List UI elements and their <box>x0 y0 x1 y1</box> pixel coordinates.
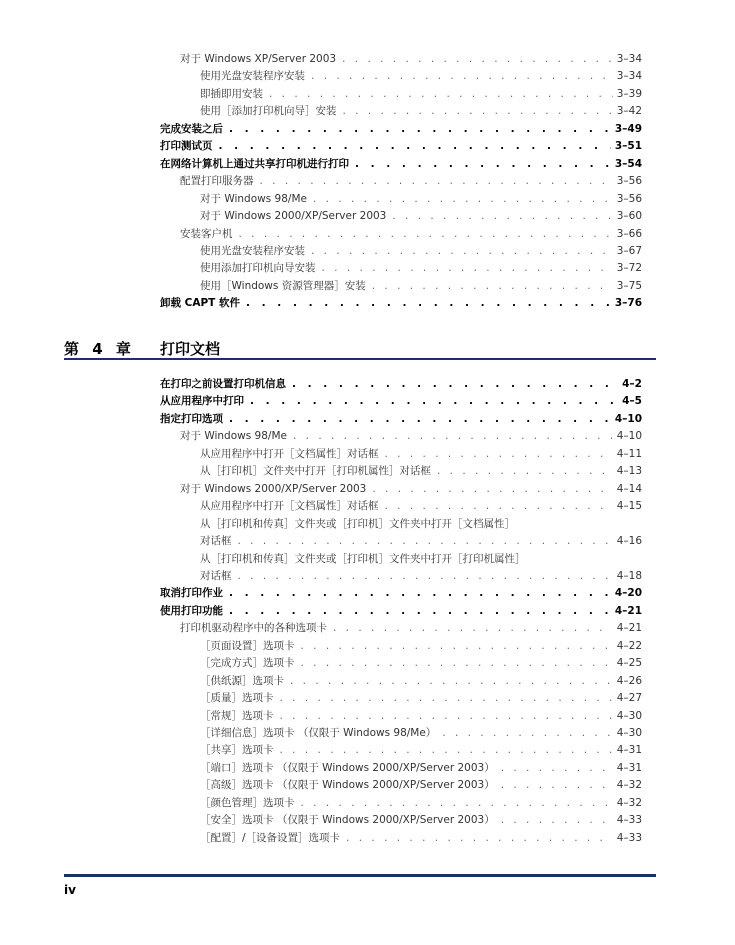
chapter-title: 打印文档 <box>160 340 221 358</box>
toc-entry[interactable] <box>200 742 642 757</box>
toc-entry-label: 从［打印机和传真］文件夹或［打印机］文件夹中打开［文档属性］ <box>200 517 515 530</box>
toc-entry[interactable] <box>200 568 642 583</box>
toc-entry-page: 4–18 <box>616 569 642 582</box>
toc-entry-page: 3–75 <box>616 279 642 292</box>
toc-entry-label: ［质量］选项卡 <box>200 692 274 705</box>
toc-leader-dots <box>437 465 613 477</box>
toc-entry-label: 使用打印功能 <box>160 604 223 617</box>
toc-leader-dots <box>292 378 618 390</box>
toc-entry[interactable] <box>200 86 642 101</box>
toc-leader-dots <box>311 245 613 257</box>
toc-entry-page: 4–21 <box>616 622 642 635</box>
toc-entry-page: 3–39 <box>616 87 642 100</box>
toc-entry[interactable] <box>200 498 642 513</box>
page-number: iv <box>64 883 76 897</box>
toc-entry-label: 使用光盘安装程序安装 <box>200 244 305 257</box>
toc-leader-dots <box>219 140 611 152</box>
toc-entry-label: ［安全］选项卡 （仅限于 Windows 2000/XP/Server 2003） <box>200 814 495 827</box>
toc-entry-page: 4–10 <box>614 412 642 425</box>
toc-entry[interactable] <box>160 585 642 600</box>
toc-entry[interactable] <box>160 121 642 136</box>
toc-leader-dots <box>501 779 613 791</box>
toc-leader-dots <box>343 105 613 117</box>
toc-entry-label: 取消打印作业 <box>160 587 223 600</box>
toc-leader-dots <box>250 395 618 407</box>
toc-leader-dots <box>229 413 611 425</box>
toc-entry[interactable] <box>160 411 642 426</box>
toc-entry-label: 对于 Windows 98/Me <box>200 192 307 205</box>
toc-leader-dots <box>301 640 613 652</box>
toc-leader-dots <box>290 675 613 687</box>
toc-entry[interactable] <box>160 376 642 391</box>
toc-entry-label: 使用［Windows 资源管理器］安装 <box>200 279 366 292</box>
toc-leader-dots <box>293 430 613 442</box>
toc-leader-dots <box>333 622 613 634</box>
toc-entry-page: 4–5 <box>622 395 642 408</box>
toc-entry[interactable] <box>200 760 642 775</box>
toc-entry-label: 对于 Windows 2000/XP/Server 2003 <box>180 482 367 495</box>
toc-entry[interactable] <box>200 68 642 83</box>
toc-leader-dots <box>269 88 613 100</box>
toc-entry-page: 4–33 <box>616 831 642 844</box>
toc-entry[interactable] <box>200 708 642 723</box>
toc-leader-dots <box>501 762 613 774</box>
toc-entry[interactable] <box>160 393 642 408</box>
toc-entry-label: ［完成方式］选项卡 <box>200 657 295 670</box>
toc-entry-label: ［配置］/［设备设置］选项卡 <box>200 831 341 844</box>
toc-entry-page: 4–31 <box>616 744 642 757</box>
toc-entry-page: 4–32 <box>616 779 642 792</box>
toc-entry[interactable] <box>200 690 642 705</box>
toc-entry-page: 4–20 <box>614 587 642 600</box>
toc-entry[interactable] <box>180 226 642 241</box>
toc-entry-page: 4–15 <box>616 500 642 513</box>
toc-entry[interactable] <box>160 156 642 171</box>
toc-entry-page: 4–13 <box>616 465 642 478</box>
chapter-number: 第 4 章 <box>64 340 131 358</box>
toc-leader-dots <box>385 500 613 512</box>
toc-entry-page: 3–34 <box>616 53 642 65</box>
toc-entry-label: ［端口］选项卡 （仅限于 Windows 2000/XP/Server 2003） <box>200 761 495 774</box>
toc-entry[interactable] <box>200 812 642 827</box>
toc-entry-label: ［共享］选项卡 <box>200 744 274 757</box>
toc-entry-page: 4–33 <box>616 814 642 827</box>
toc-entry-page: 3–76 <box>614 297 642 310</box>
toc-entry-page: 3–66 <box>616 227 642 240</box>
toc-entry-page: 4–14 <box>616 482 642 495</box>
toc-entry[interactable] <box>180 51 642 66</box>
toc-leader-dots <box>229 123 611 135</box>
toc-entry-page: 3–60 <box>616 210 642 223</box>
toc-leader-dots <box>392 210 612 222</box>
toc-entry-label: ［页面设置］选项卡 <box>200 639 295 652</box>
toc-entry[interactable] <box>180 173 642 188</box>
toc-entry-page: 3–67 <box>616 244 642 257</box>
toc-entry[interactable] <box>160 603 642 618</box>
toc-entry-label: 从应用程序中打开［文档属性］对话框 <box>200 447 379 460</box>
toc-leader-dots <box>246 297 611 309</box>
toc-leader-dots <box>301 657 613 669</box>
toc-entry[interactable] <box>160 138 642 153</box>
toc-entry-label: 在网络计算机上通过共享打印机进行打印 <box>160 157 349 170</box>
toc-entry-label: 卸载 CAPT 软件 <box>160 297 241 310</box>
toc-entry[interactable] <box>200 777 642 792</box>
toc-entry[interactable] <box>200 533 642 548</box>
toc-entry-label: ［高级］选项卡 （仅限于 Windows 2000/XP/Server 2003） <box>200 779 495 792</box>
toc-entry-page: 3–56 <box>616 192 642 205</box>
toc-leader-dots <box>280 710 613 722</box>
toc-entry-label: 使用光盘安装程序安装 <box>200 70 305 83</box>
toc-entry[interactable] <box>200 208 642 223</box>
toc-entry[interactable] <box>160 295 642 310</box>
toc-leader-dots <box>372 483 612 495</box>
toc-entry-label: 即插即用安装 <box>200 87 263 100</box>
toc-leader-dots <box>301 797 613 809</box>
toc-entry-label: 完成安装之后 <box>160 122 223 135</box>
toc-entry-label: 从应用程序中打开［文档属性］对话框 <box>200 500 379 513</box>
toc-entry[interactable] <box>200 655 642 670</box>
toc-leader-dots <box>313 193 613 205</box>
toc-leader-dots <box>280 744 613 756</box>
toc-entry[interactable] <box>180 428 642 443</box>
toc-leader-dots <box>322 262 613 274</box>
toc-entry-page: 4–21 <box>614 604 642 617</box>
toc-entry-label: 对话框 <box>200 569 232 582</box>
toc-leader-dots <box>229 587 611 599</box>
toc-entry-label: 打印机驱动程序中的各种选项卡 <box>180 622 327 635</box>
toc-entry-page: 3–56 <box>616 175 642 188</box>
toc-entry-page: 3–42 <box>616 105 642 118</box>
toc-entry[interactable] <box>200 446 642 461</box>
toc-entry[interactable] <box>200 103 642 118</box>
toc-entry[interactable] <box>200 830 642 845</box>
toc-entry-label: 打印测试页 <box>160 140 213 153</box>
toc-entry[interactable] <box>200 243 642 258</box>
toc-entry[interactable] <box>180 620 642 635</box>
toc-entry-page: 4–22 <box>616 639 642 652</box>
toc-entry-label: 安装客户机 <box>180 227 233 240</box>
toc-leader-dots <box>442 727 612 739</box>
toc-entry-page: 4–2 <box>622 378 642 390</box>
toc-entry[interactable] <box>200 795 642 810</box>
toc-leader-dots <box>238 535 613 547</box>
toc-entry[interactable] <box>200 463 642 478</box>
toc-leader-dots <box>311 70 613 82</box>
toc-leader-dots <box>260 175 613 187</box>
footer-divider <box>64 874 656 877</box>
toc-leader-dots <box>355 158 611 170</box>
toc-entry-page: 4–16 <box>616 535 642 548</box>
toc-entry-page: 4–30 <box>616 727 642 739</box>
toc-entry-label: 从应用程序中打印 <box>160 395 244 408</box>
toc-entry-page: 4–26 <box>616 674 642 687</box>
toc-entry[interactable] <box>200 191 642 206</box>
toc-entry-label: ［常规］选项卡 <box>200 709 274 722</box>
toc-entry-label: ［供纸源］选项卡 <box>200 674 284 687</box>
toc-leader-dots <box>238 570 613 582</box>
toc-leader-dots <box>372 280 613 292</box>
toc-entry[interactable] <box>180 481 642 496</box>
toc-entry-page: 4–11 <box>616 447 642 460</box>
toc-entry-page: 4–10 <box>616 430 642 443</box>
toc-entry-page: 4–31 <box>616 761 642 774</box>
toc-entry-page: 4–30 <box>616 709 642 722</box>
toc-entry-label: 从［打印机］文件夹中打开［打印机属性］对话框 <box>200 465 431 478</box>
toc-leader-dots <box>239 228 613 240</box>
toc-entry[interactable] <box>200 725 642 740</box>
toc-entry-label: 在打印之前设置打印机信息 <box>160 378 286 390</box>
toc-entry-label: 对于 Windows 2000/XP/Server 2003 <box>200 210 387 223</box>
toc-leader-dots <box>385 448 613 460</box>
toc-leader-dots <box>346 832 613 844</box>
toc-entry-label: 使用添加打印机向导安装 <box>200 262 316 275</box>
toc-entry[interactable] <box>200 638 642 653</box>
toc-entry[interactable] <box>200 673 642 688</box>
toc-entry-label: 对话框 <box>200 535 232 548</box>
toc-entry-label: 配置打印服务器 <box>180 175 254 188</box>
toc-entry-label: 对于 Windows 98/Me <box>180 430 287 443</box>
toc-entry-page: 3–51 <box>614 140 642 153</box>
toc-entry[interactable] <box>200 278 642 293</box>
toc-entry <box>200 516 642 531</box>
toc-leader-dots <box>229 605 611 617</box>
toc-entry-page: 3–34 <box>616 70 642 83</box>
toc-entry-page: 4–32 <box>616 796 642 809</box>
chapter-divider <box>64 358 656 360</box>
toc-entry[interactable] <box>200 260 642 275</box>
toc-entry-label: 从［打印机和传真］文件夹或［打印机］文件夹中打开［打印机属性］ <box>200 552 526 565</box>
toc-entry-label: ［颜色管理］选项卡 <box>200 796 295 809</box>
toc-leader-dots <box>342 53 613 65</box>
toc-entry-label: ［详细信息］选项卡 （仅限于 Windows 98/Me） <box>200 727 437 739</box>
toc-entry-label: 使用［添加打印机向导］安装 <box>200 105 337 118</box>
toc-entry-page: 3–54 <box>614 157 642 170</box>
toc-entry <box>200 551 642 566</box>
toc-leader-dots <box>280 692 613 704</box>
toc-entry-page: 4–25 <box>616 657 642 670</box>
toc-entry-page: 4–27 <box>616 692 642 705</box>
toc-entry-page: 3–49 <box>614 122 642 135</box>
toc-entry-label: 对于 Windows XP/Server 2003 <box>180 53 337 65</box>
toc-entry-label: 指定打印选项 <box>160 412 223 425</box>
toc-entry-page: 3–72 <box>616 262 642 275</box>
toc-leader-dots <box>501 814 613 826</box>
